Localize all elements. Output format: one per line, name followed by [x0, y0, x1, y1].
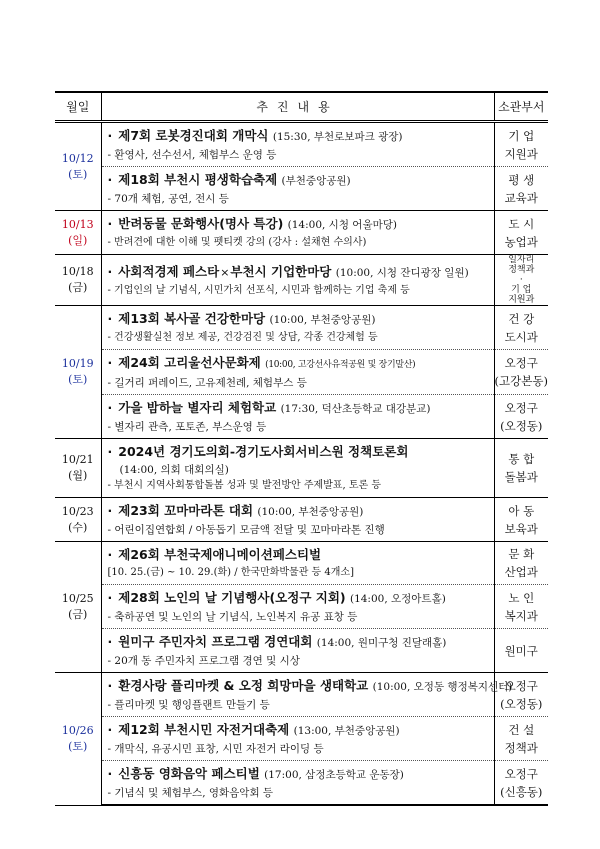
- event-title: 제7회 로봇경진대회 개막식: [118, 128, 269, 143]
- date-text: 10/12: [61, 151, 94, 165]
- dept-line: 농업과: [504, 234, 538, 249]
- bullet-mark: ·: [107, 590, 113, 605]
- event-title-line: [108, 309, 490, 330]
- bullet-mark: ·: [107, 128, 113, 143]
- event-title-line: [108, 764, 490, 785]
- table-row: [55, 585, 548, 629]
- content-cell: [101, 395, 494, 439]
- dept-cell: [494, 498, 548, 542]
- content-cell: [101, 350, 494, 395]
- date-text: 10/13: [61, 217, 94, 231]
- dept-cell: [494, 211, 548, 255]
- event-title-line: [108, 545, 490, 565]
- dept-line: 통 합: [508, 452, 535, 466]
- date-text: 10/21: [61, 453, 94, 466]
- table-row: [55, 211, 548, 255]
- dept-cell: [494, 717, 548, 761]
- content-cell: [101, 439, 494, 498]
- event-title: 제28회 노인의 날 기념행사(오정구 지회): [118, 590, 346, 605]
- event-detail: (10:00, 고강선사유적공원 및 장기말산): [265, 360, 416, 370]
- date-cell: [55, 122, 101, 211]
- dept-line: 도 시: [508, 216, 535, 231]
- dept-cell: [494, 761, 548, 806]
- date-cell: [55, 255, 101, 306]
- table-row: [55, 306, 548, 350]
- content-cell: [101, 306, 494, 350]
- dept-line: 오정구: [504, 766, 538, 781]
- table-header-row: [55, 92, 548, 122]
- table-row: [55, 761, 548, 806]
- event-title-line: [108, 398, 490, 419]
- event-title: 2024년 경기도의회-경기도사회서비스원 정책토론회: [118, 444, 409, 459]
- event-description: [10. 25.(금) ~ 10. 29.(화) / 한국만화박물관 등 4개소]: [107, 567, 354, 578]
- table-row: [55, 255, 548, 306]
- bullet-mark: ·: [107, 678, 113, 693]
- dept-line: 도시과: [504, 329, 538, 344]
- event-description: - 70개 체험, 공연, 전시 등: [107, 193, 229, 205]
- dept-cell: [494, 542, 548, 585]
- bullet-mark: ·: [107, 722, 113, 737]
- event-detail: (17:00, 삼정초등학교 운동장): [264, 769, 404, 781]
- day-text: (일): [68, 233, 88, 247]
- event-detail: (10:00, 오정동 행정복지센터): [372, 681, 513, 693]
- event-title: 신흥동 영화음악 페스티벌: [118, 766, 260, 781]
- header-date: 월일: [55, 92, 101, 122]
- day-text: (수): [68, 520, 88, 534]
- dept-line: (오정동): [500, 696, 543, 711]
- dept-line: 교육과: [504, 190, 538, 205]
- bullet-mark: ·: [107, 503, 113, 518]
- dept-line: 오정구: [504, 400, 538, 415]
- bullet-mark: ·: [107, 444, 113, 459]
- date-text: 10/19: [61, 357, 94, 370]
- dept-line: 오정구: [504, 356, 538, 370]
- content-cell: [101, 761, 494, 806]
- date-cell: [55, 498, 101, 542]
- table-row: [55, 350, 548, 395]
- date-cell: [55, 439, 101, 498]
- event-title: 가을 밤하늘 별자리 체험학교: [118, 400, 277, 415]
- bullet-mark: ·: [107, 355, 113, 370]
- bullet-mark: ·: [107, 547, 113, 562]
- event-title-line: [108, 126, 490, 147]
- event-detail: (14:00, 시청 어울마당): [287, 219, 397, 231]
- dept-line: (고강본동): [494, 374, 548, 388]
- event-title-line: [108, 170, 490, 191]
- event-title-line: [108, 214, 490, 235]
- date-cell: [55, 673, 101, 806]
- date-text: 10/26: [61, 723, 94, 737]
- dept-line: 지원과: [504, 146, 538, 161]
- bullet-mark: ·: [107, 311, 113, 326]
- content-cell: [101, 629, 494, 673]
- table-row: [55, 167, 548, 211]
- content-cell: [101, 542, 494, 585]
- dept-line: 평 생: [508, 172, 535, 187]
- dept-cell: [494, 306, 548, 350]
- event-description: - 반려견에 대한 이해 및 펫티켓 강의 (강사 : 설채현 수의사): [107, 237, 367, 248]
- event-detail: (17:30, 덕산초등학교 대강분교): [280, 403, 431, 415]
- dept-cell: [494, 439, 548, 498]
- dept-line: 기 업: [511, 285, 532, 295]
- event-detail: (14:00, 오정아트홀): [349, 593, 446, 605]
- dept-cell: [494, 395, 548, 439]
- dept-line: 노 인: [508, 590, 535, 605]
- event-description: - 플리마켓 및 행잉플랜트 만들기 등: [107, 699, 270, 711]
- event-description: - 개막식, 유공시민 표창, 시민 자전거 라이딩 등: [107, 743, 324, 755]
- table-row: [55, 629, 548, 673]
- dept-line: 건 설: [508, 722, 535, 737]
- date-text: 10/18: [61, 265, 94, 278]
- dept-line: 아 동: [508, 503, 535, 518]
- dept-line: 원미구: [504, 643, 538, 658]
- bullet-mark: ·: [107, 172, 113, 187]
- day-text: (금): [68, 281, 88, 294]
- dept-line: 지원과: [508, 295, 535, 305]
- event-title: 제26회 부천국제애니메이션페스티벌: [118, 547, 322, 562]
- event-title-line: [108, 588, 490, 609]
- date-cell: [55, 211, 101, 255]
- date-text: 10/25: [61, 592, 94, 605]
- date-cell: [55, 306, 101, 439]
- event-description: - 어린이집연합회 / 아동돕기 모금액 전달 및 꼬마마라톤 진행: [107, 524, 385, 536]
- event-detail: (10:00, 부천중앙공원): [257, 506, 364, 518]
- table-row: [55, 395, 548, 439]
- event-description: - 부천시 지역사회통합돌봄 성과 및 발전방안 주제발표, 토론 등: [107, 480, 381, 491]
- table-row: [55, 439, 548, 498]
- event-description: - 건강생활실천 정보 제공, 건강검진 및 상담, 각종 건강체험 등: [107, 332, 378, 343]
- event-description: - 환영사, 선수선서, 체험부스 운영 등: [107, 149, 277, 161]
- event-title: 제13회 복사골 건강한마당: [118, 311, 266, 326]
- event-title-part2: 부천시 기업한마당: [230, 263, 332, 279]
- event-description: - 기업인의 날 기념식, 시민가치 선포식, 시민과 함께하는 기업 축제 등: [107, 284, 410, 296]
- day-text: (토): [68, 739, 88, 753]
- dept-line: 산업과: [504, 565, 538, 579]
- event-description: - 축하공연 및 노인의 날 기념식, 노인복지 유공 표창 등: [107, 611, 358, 623]
- dept-line: 일자리: [508, 255, 535, 265]
- dept-cell: [494, 255, 548, 306]
- dept-line: 기 업: [508, 128, 535, 143]
- event-description: - 20개 동 주민자치 프로그램 경연 및 시상: [107, 655, 300, 667]
- event-title: 반려동물 문화행사(명사 특강): [118, 216, 284, 231]
- event-detail: (10:00, 시청 잔디광장 일원): [335, 266, 469, 279]
- table-row: [55, 542, 548, 585]
- dept-line: (오정동): [500, 418, 543, 433]
- date-cell: [55, 542, 101, 673]
- event-detail: (15:30, 부천로보파크 광장): [272, 131, 403, 143]
- event-title-line: [108, 353, 490, 375]
- event-title: 제23회 꼬마마라톤 대회: [118, 503, 254, 518]
- content-cell: [101, 673, 513, 717]
- event-title: 원미구 주민자치 프로그램 경연대회: [118, 634, 313, 649]
- dept-line: 보육과: [504, 521, 538, 536]
- header-dept: 소관부서: [494, 92, 548, 122]
- dept-cell: [494, 629, 548, 673]
- dept-line: (신흥동): [500, 784, 543, 799]
- day-text: (토): [68, 373, 88, 386]
- table-row: [55, 498, 548, 542]
- event-title: 환경사랑 플리마켓 & 오정 희망마을 생태학교: [118, 678, 369, 693]
- dept-cell: [494, 122, 548, 167]
- header-content: 추진내용: [101, 92, 494, 122]
- event-schedule-table: [55, 91, 548, 806]
- content-cell: [101, 717, 494, 761]
- content-cell: [101, 211, 494, 255]
- dept-cell: [494, 350, 548, 395]
- event-detail-line: (14:00, 의회 대회의실): [119, 464, 229, 476]
- content-cell: [101, 585, 494, 629]
- event-title-line: [108, 262, 490, 283]
- dept-cell: [494, 673, 548, 717]
- event-title-line: [108, 442, 490, 462]
- event-detail: (10:00, 부천중앙공원): [269, 314, 376, 326]
- day-text: (토): [68, 167, 88, 181]
- date-text: 10/23: [61, 504, 94, 518]
- table-row: [55, 122, 548, 167]
- dept-line: 오정구: [504, 678, 538, 693]
- event-title-line: [108, 720, 490, 741]
- event-detail: (14:00, 원미구청 진달래홀): [316, 637, 447, 649]
- dept-line: 정책과: [508, 265, 535, 275]
- content-cell: [101, 167, 494, 211]
- table-row: [55, 717, 548, 761]
- bullet-mark: ·: [107, 634, 113, 649]
- event-title: 제24회 고리울선사문화제: [118, 355, 261, 370]
- event-detail: (13:00, 부천중앙공원): [293, 725, 400, 737]
- event-title-line: [108, 501, 490, 522]
- dept-cell: [494, 585, 548, 629]
- event-description: - 기념식 및 체험부스, 영화음악회 등: [107, 787, 274, 799]
- dept-cell: [494, 167, 548, 211]
- content-cell: [101, 255, 494, 306]
- content-cell: [101, 122, 494, 167]
- event-title-line: [107, 676, 513, 697]
- dept-line: 건 강: [508, 311, 535, 326]
- content-cell: [101, 498, 494, 542]
- event-description: - 길거리 퍼레이드, 고유제천례, 체험부스 등: [107, 377, 307, 389]
- event-title: 제12회 부천시민 자전거대축제: [118, 722, 290, 737]
- dept-line: ·: [519, 275, 523, 285]
- dept-line: 복지과: [504, 608, 538, 623]
- event-detail: (부천중앙공원): [281, 175, 351, 187]
- bullet-mark: ·: [107, 263, 113, 279]
- bullet-mark: ·: [107, 400, 113, 415]
- bullet-mark: ·: [107, 766, 113, 781]
- bullet-mark: ·: [107, 216, 113, 231]
- title-joiner: ×: [220, 265, 230, 279]
- event-title: 제18회 부천시 평생학습축제: [118, 172, 278, 187]
- event-description: - 별자리 관측, 포토존, 부스운영 등: [107, 421, 267, 433]
- dept-line: 문 화: [508, 547, 535, 561]
- day-text: (월): [68, 469, 88, 482]
- day-text: (금): [68, 608, 88, 621]
- event-title-line: [108, 632, 490, 653]
- dept-line: 돌봄과: [504, 470, 538, 484]
- table-row: [55, 673, 548, 717]
- dept-line: 정책과: [504, 740, 538, 755]
- event-title: 사회적경제 페스타: [118, 263, 220, 279]
